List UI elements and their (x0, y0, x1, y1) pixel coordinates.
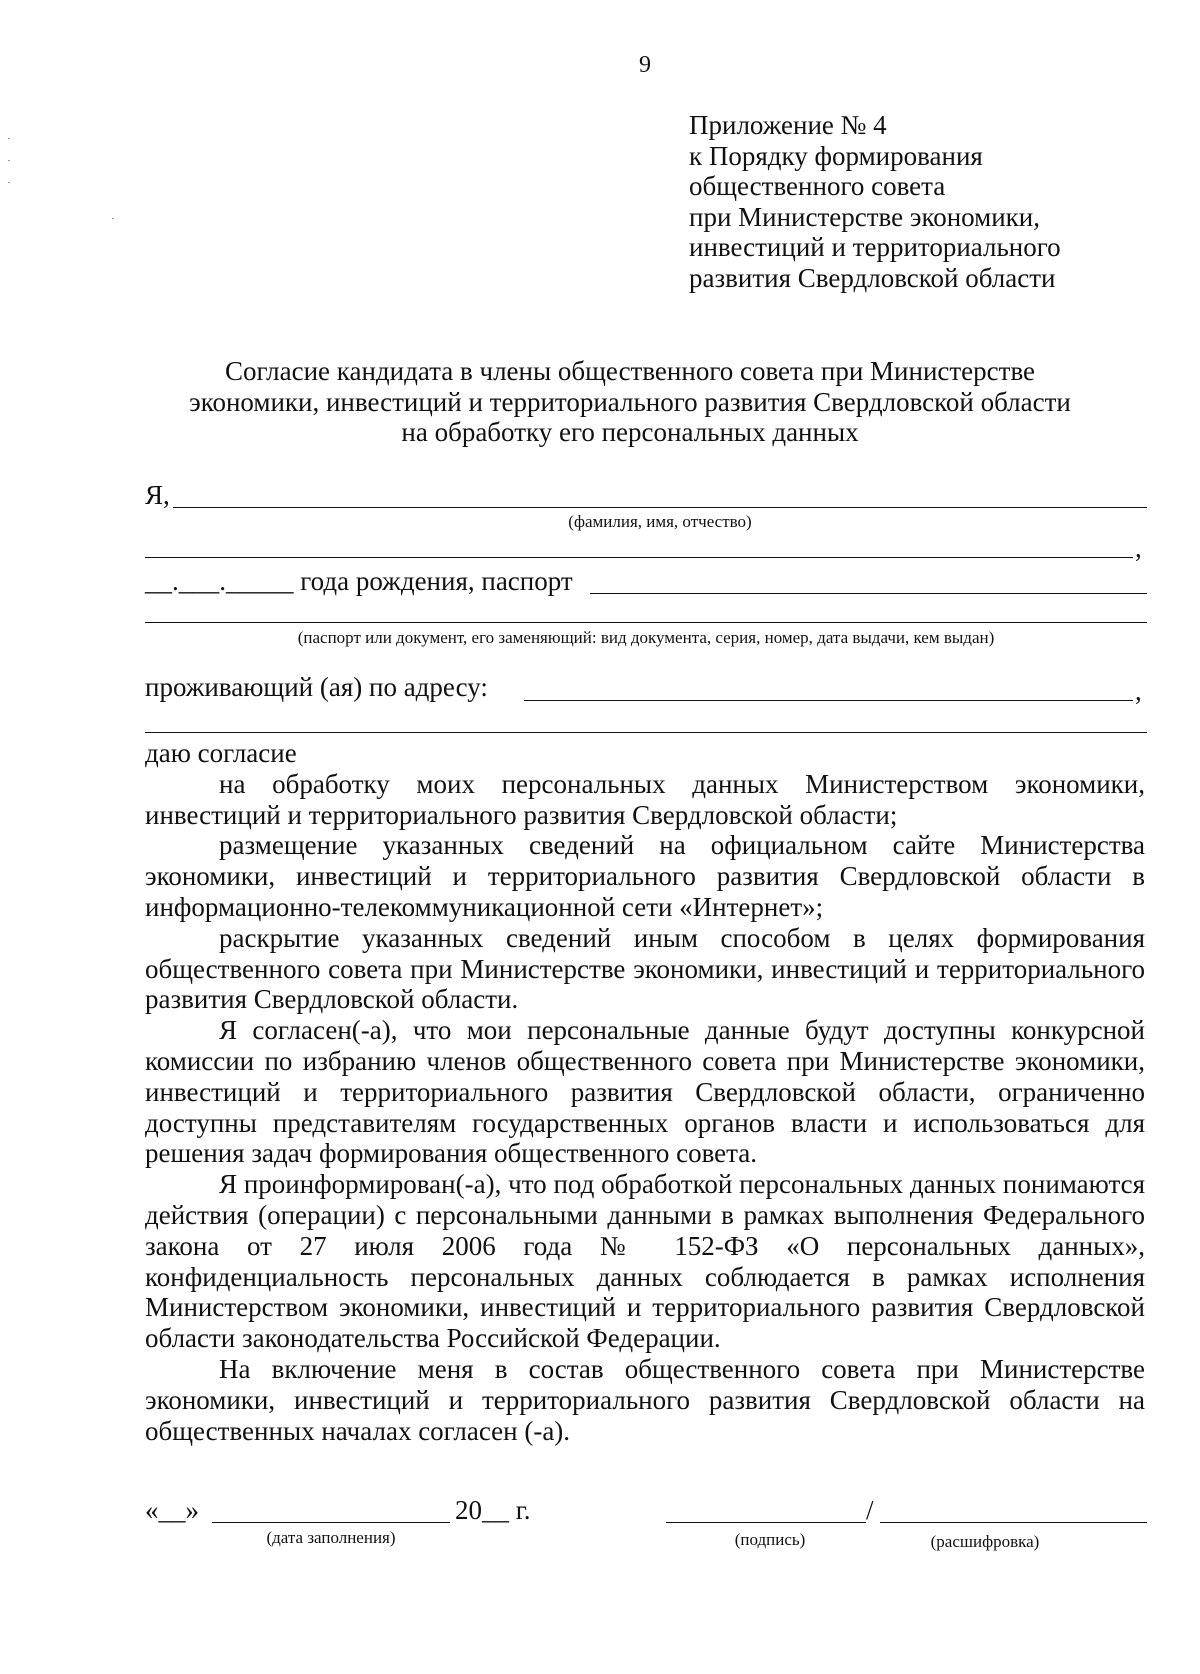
consent-paragraph: Я проинформирован(-а), что под обработкой персональных данных понимаются действия (операции) с персональными данными в рамках выполнения Федерального закона от 27 июля 2006 года № 152-ФЗ «О персональных данных», конфиденциальность персональных данных соблюдается в рамках исполнения Министерством экономики, инвестиций и территориального развития Свердловской области законодательства Российской Федерации. (145, 1169, 1145, 1354)
address-field-line[interactable] (524, 700, 1133, 701)
address-label: проживающий (ая) по адресу: (145, 672, 488, 702)
address-field-line-2[interactable] (145, 732, 1147, 733)
consent-intro: даю согласие (145, 738, 297, 768)
comma: , (1135, 533, 1142, 563)
decode-field-line[interactable] (880, 1522, 1147, 1523)
date-month-field-line[interactable] (212, 1522, 450, 1523)
appendix-block (689, 110, 1061, 293)
date-caption: (дата заполнения) (266, 1528, 396, 1547)
passport-caption: (паспорт или документ, его заменяющий: вид документа, серия, номер, дата выдачи, кем выдан) (297, 628, 995, 647)
scan-mark (8, 182, 10, 183)
consent-paragraph: на обработку моих персональных данных Министерством экономики, инвестиций и территориального развития Свердловской области; (145, 768, 1145, 830)
consent-paragraph: На включение меня в состав общественного совета при Министерстве экономики, инвестиций и территориального развития Свердловской области на общественных началах согласен (-а). (145, 1353, 1145, 1446)
consent-paragraph: размещение указанных сведений на официальном сайте Министерства экономики, инвестиций и территориального развития Свердловской области в информационно-телекоммуникационной сети «Интернет»; (145, 830, 1145, 922)
date-year: 20__ г. (455, 1495, 531, 1525)
passport-field-line-2[interactable] (145, 622, 1147, 623)
signature-slash: / (866, 1495, 874, 1525)
appendix-line: к Порядку формирования (689, 140, 983, 171)
title-line: экономики, инвестиций и территориального развития Свердловской области (189, 386, 1071, 417)
passport-field-line[interactable] (590, 593, 1147, 594)
address-comma: , (1135, 676, 1142, 706)
i-label: Я, (145, 480, 170, 510)
appendix-line: общественного совета (689, 171, 946, 201)
fio-caption: (фамилия, имя, отчество) (568, 512, 752, 531)
scan-mark (112, 218, 114, 219)
appendix-line: при Министерстве экономики, (689, 201, 1040, 232)
title-line: на обработку его персональных данных (401, 417, 859, 447)
scan-mark (8, 138, 10, 139)
consent-paragraph: Я согласен(-а), что мои персональные данные будут доступны конкурсной комиссии по избранию членов общественного совета при Министерстве экономики, инвестиций и территориального развития Свердловской области, ограниченно доступны представителям государственных органов власти и использоваться для решения задач формирования общественного совета. (145, 1015, 1145, 1169)
consent-body (145, 738, 1145, 1446)
consent-paragraph: раскрытие указанных сведений иным способом в целях формирования общественного совета при Министерстве экономики, инвестиций и территориального развития Свердловской области. (145, 922, 1145, 1015)
appendix-line: Приложение № 4 (689, 110, 887, 140)
appendix-line: инвестиций и территориального (689, 232, 1061, 262)
scan-mark (8, 160, 10, 161)
fio-field-line-2[interactable] (145, 557, 1133, 558)
birth-date-label: __.___._____ года рождения, паспорт (145, 566, 573, 596)
page-number: 9 (639, 52, 651, 78)
date-day: «__» (145, 1495, 199, 1525)
signature-field-line[interactable] (666, 1522, 866, 1523)
decode-caption: (расшифровка) (930, 1532, 1040, 1551)
document-title (130, 356, 1130, 448)
fio-field-line[interactable] (173, 507, 1147, 508)
title-line: Согласие кандидата в члены общественного совета при Министерстве (224, 356, 1036, 386)
signature-caption: (подпись) (734, 1530, 806, 1549)
appendix-line: развития Свердловской области (689, 262, 1056, 293)
